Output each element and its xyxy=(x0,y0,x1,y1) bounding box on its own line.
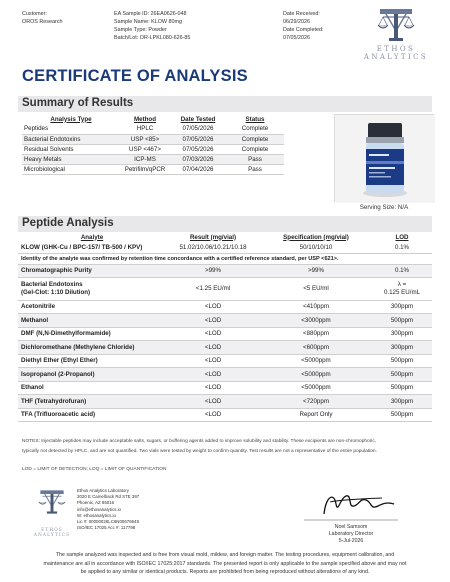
lab-logo xyxy=(32,482,72,540)
notes-line: NOTES: Injectable peptides may include acceptable salts, sugars, or buffering agents added to improve solubility and stability. These excipients are non-chromophoric, xyxy=(22,439,377,444)
cell: Chromatographic Purity xyxy=(18,264,166,277)
lab-address: 3020 E Camelback Rd STE 397 xyxy=(77,494,140,500)
table-row xyxy=(22,134,284,144)
cell: 300ppm xyxy=(372,341,432,355)
cell: Isopropanol (2-Propanol) xyxy=(18,368,166,382)
footer-line: The sample analyzed was inspected and is free from visual mold, mildew, and foreign matter. The testing procedures, equipment calibration, and xyxy=(55,552,395,558)
table-row xyxy=(18,300,432,314)
cell: <5000ppm xyxy=(260,368,372,382)
cell: 07/05/2026 xyxy=(170,144,226,154)
cell: <LOD xyxy=(166,300,260,314)
cell: <LOD xyxy=(166,327,260,341)
cell: Complete xyxy=(226,124,284,134)
cell: Petrifilm/qPCR xyxy=(120,164,170,174)
lab-logo-text-ethos: ETHOS xyxy=(41,527,63,532)
table-row xyxy=(22,154,284,164)
cell: >99% xyxy=(260,264,372,277)
cell: DMF (N,N-Dimethylformamide) xyxy=(18,327,166,341)
cell: <LOD xyxy=(166,314,260,328)
certificate-title: CERTIFICATE OF ANALYSIS xyxy=(22,67,248,85)
notes xyxy=(22,437,432,456)
cell: Pass xyxy=(226,164,284,174)
table-row xyxy=(18,253,432,264)
cell: USP <467> xyxy=(120,144,170,154)
col-date-tested: Date Tested xyxy=(180,115,216,123)
cell: Microbiological xyxy=(22,164,120,174)
notes-line: typically not detected by HPLC, and are not quantified. Two vials were tested by weight to confirm quantity. Test results are not a representative of the entire population. xyxy=(22,448,377,454)
col-specification: Specification (mg/vial) xyxy=(283,233,349,241)
cell: <3000ppm xyxy=(260,314,372,328)
footer-line: be applied to any similar or identical products. Reports are prohibited from being reproduced without alterations of any kind. xyxy=(80,569,370,576)
lab-logo-text-analytics: ANALYTICS xyxy=(33,532,71,537)
cell: <5000ppm xyxy=(260,381,372,395)
cell: KLOW (GHK-Cu / BPC-157/ TB-500 / KPV) xyxy=(18,242,166,253)
col-method: Method xyxy=(134,115,156,123)
cell: 300ppm xyxy=(372,300,432,314)
lambda-label: λ = xyxy=(397,280,407,288)
cell: <LOD xyxy=(166,395,260,409)
cell: <600ppm xyxy=(260,341,372,355)
cell: Diethyl Ether (Ethyl Ether) xyxy=(18,354,166,368)
endotoxin-name: Bacterial Endotoxins xyxy=(21,280,83,288)
signer-title: Laboratory Director xyxy=(328,531,374,537)
cell: <410ppm xyxy=(260,300,372,314)
cell: <720ppm xyxy=(260,395,372,409)
cell: Acetonitrile xyxy=(18,300,166,314)
sample-type: Sample Type: Powder xyxy=(114,27,167,33)
date-completed: 07/05/2026 xyxy=(283,35,310,41)
cell: <LOD xyxy=(166,341,260,355)
lab-name: Ethos Analytics Laboratory xyxy=(77,488,129,493)
cell: 51.02/10.06/10.21/10.18 xyxy=(166,242,260,253)
table-row xyxy=(22,124,284,134)
logo-text-analytics: ANALYTICS xyxy=(363,53,429,61)
cell: <880ppm xyxy=(260,327,372,341)
table-row xyxy=(18,277,432,300)
cell: THF (Tetrahydrofuran) xyxy=(18,395,166,409)
date-received-label: Date Received: xyxy=(283,11,320,17)
table-row xyxy=(22,144,284,154)
cell: <LOD xyxy=(166,408,260,422)
sample-id: EA Sample ID: 26EA0626-048 xyxy=(114,11,187,17)
batch-lot: Batch/Lot: OR-LPKL080-626-85 xyxy=(114,35,191,41)
cell: <LOD xyxy=(166,381,260,395)
cell: 500ppm xyxy=(372,381,432,395)
col-status: Status xyxy=(245,115,265,123)
signer-block xyxy=(286,524,416,545)
summary-heading: Summary of Results xyxy=(22,97,134,109)
cell: 07/04/2026 xyxy=(170,164,226,174)
col-analyte: Analyte xyxy=(80,233,104,241)
cell: 07/05/2026 xyxy=(170,134,226,144)
table-row xyxy=(18,314,432,328)
lab-email: info@ethosanalytics.io xyxy=(77,506,121,512)
scales-of-justice-icon xyxy=(374,5,418,45)
date-received: 06/29/2026 xyxy=(283,19,310,25)
col-lod: LOD xyxy=(395,233,409,241)
product-photo xyxy=(334,114,434,202)
cell: 0.1% xyxy=(372,242,432,253)
cell xyxy=(372,277,432,300)
lab-contact xyxy=(77,488,139,531)
lod-definition: LOD = LIMIT OF DETECTION; LOQ = LIMIT OF QUANTIFICATION xyxy=(22,467,167,472)
table-row xyxy=(18,242,432,253)
serving-size: Serving Size: N/A xyxy=(359,204,409,211)
sample-name: Sample Name: KLOW 80mg xyxy=(114,19,183,25)
customer-label: Customer: xyxy=(22,11,47,17)
endotoxin-dilution: (Gel-Clot: 1:10 Dilution) xyxy=(21,288,91,296)
cell: <LOD xyxy=(166,368,260,382)
identity-note: Identity of the analyte was confirmed by retention time concordance with a certified reference standard, per USP <621>. xyxy=(18,253,432,264)
cell: 300ppm xyxy=(372,327,432,341)
ethos-logo xyxy=(354,5,438,67)
cell: Bacterial Endotoxins xyxy=(22,134,120,144)
cell: <LOD xyxy=(166,354,260,368)
cell: 500ppm xyxy=(372,314,432,328)
col-result: Result (mg/vial) xyxy=(189,233,237,241)
cell: 500ppm xyxy=(372,354,432,368)
cell: Ethanol xyxy=(18,381,166,395)
cell: 0.1% xyxy=(372,264,432,277)
cell: 500ppm xyxy=(372,408,432,422)
peptide-heading: Peptide Analysis xyxy=(22,217,114,229)
logo-text-ethos: ETHOS xyxy=(376,45,416,53)
cell: Complete xyxy=(226,144,284,154)
cell: <5000ppm xyxy=(260,354,372,368)
table-row xyxy=(22,164,284,174)
scales-of-justice-icon xyxy=(36,482,68,522)
lab-city: Phoenix, AZ 85016 xyxy=(77,500,115,506)
disclaimer-footer xyxy=(16,551,434,577)
cell: 07/03/2026 xyxy=(170,154,226,164)
cell: Report Only xyxy=(260,408,372,422)
table-row xyxy=(18,264,432,277)
table-row xyxy=(18,381,432,395)
signer-name: Noel Samsom xyxy=(334,524,368,530)
date-completed-label: Date Completed: xyxy=(283,27,324,33)
cell: Residual Solvents xyxy=(22,144,120,154)
cell: <5 EU/ml xyxy=(260,277,372,300)
table-row xyxy=(18,368,432,382)
cell xyxy=(18,277,166,300)
summary-table xyxy=(22,114,284,175)
cell: Pass xyxy=(226,154,284,164)
lambda-value: 0.125 EU/mL xyxy=(383,288,421,296)
cell: 300ppm xyxy=(372,395,432,409)
lab-license: Lic #: 00000026LC6N00676649 xyxy=(77,519,140,525)
cell: <1.25 EU/ml xyxy=(166,277,260,300)
footer-line: maintenance are all in accordance with ISO/IEC 17025:2017 standards. The presented report is only applicable to the sample specified above and may not xyxy=(43,560,407,567)
cell: 50/10/10/10 xyxy=(260,242,372,253)
table-row xyxy=(18,341,432,355)
cell: Heavy Metals xyxy=(22,154,120,164)
table-row xyxy=(18,354,432,368)
cell: ICP-MS xyxy=(120,154,170,164)
vial-image xyxy=(335,115,435,203)
signer-date: 5-Jul-2026 xyxy=(338,538,364,544)
lab-iso: ISO/IEC 17025 Acc #: 117798 xyxy=(77,525,136,531)
cell: Methanol xyxy=(18,314,166,328)
table-row xyxy=(18,395,432,409)
cell: Dichloromethane (Methylene Chloride) xyxy=(18,341,166,355)
cell: 07/05/2026 xyxy=(170,124,226,134)
signature-image xyxy=(286,484,416,524)
col-analysis-type: Analysis Type xyxy=(50,115,92,123)
table-row xyxy=(18,327,432,341)
peptide-table xyxy=(18,232,432,422)
cell: TFA (Trifluoroacetic acid) xyxy=(18,408,166,422)
cell: >99% xyxy=(166,264,260,277)
cell: Complete xyxy=(226,134,284,144)
table-row xyxy=(18,408,432,422)
cell: HPLC xyxy=(120,124,170,134)
cell: USP <85> xyxy=(120,134,170,144)
customer-value: OROS Research xyxy=(22,19,63,25)
cell: 500ppm xyxy=(372,368,432,382)
lab-website: W: ethosanalytics.io xyxy=(77,512,116,518)
cell: Peptides xyxy=(22,124,120,134)
